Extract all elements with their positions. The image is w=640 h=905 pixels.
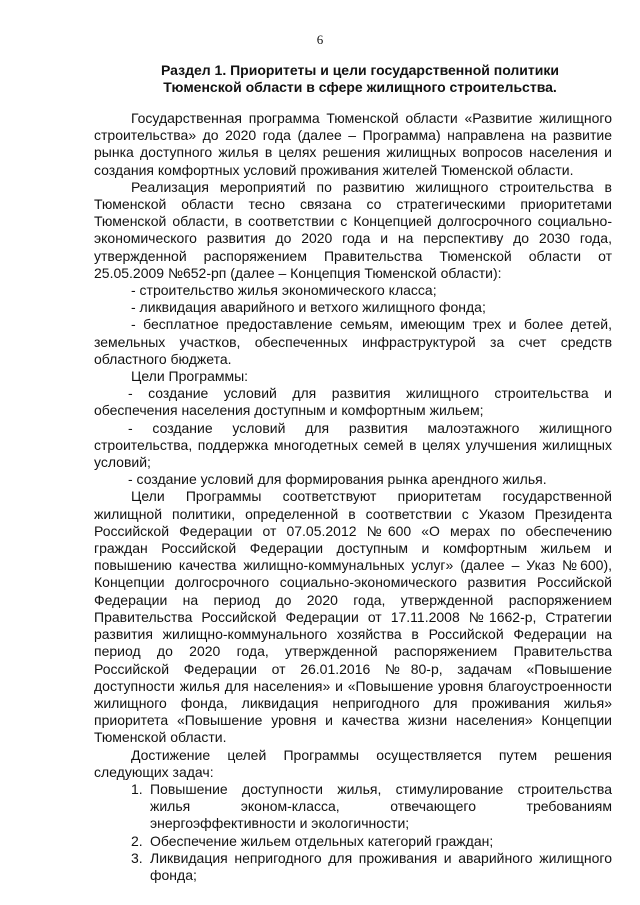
goal-item-3: - создание условий для формирования рынка арендного жилья.: [128, 471, 547, 488]
paragraph-concept: Реализация мероприятий по развитию жилищного строительства в Тюменской области тесно связана со стратегическими приоритетами Тюменской области, в соответствии с Концепцией долгосрочного социально-экономического развития до 2020 года и на перспективу до 2030 года, утвержденной распоряжением Правительства Тюменской области от 25.05.2009 №652-рп (далее – Концепция Тюменской области):: [94, 178, 612, 281]
paragraph-policy: Цели Программы соответствуют приоритетам государственной жилищной политики, определенной в соответствии с Указом Президента Российской Федерации от 07.05.2012 №600 «О мерах по обеспечению граждан Российской Федерации доступным и комфортным жильем и повышению качества жилищно-коммунальных услуг» (далее – Указ №600), Концепции долгосрочного социально-экономического развития Российской Федерации на период до 2020 года, утвержденной распоряжением Правительства Российской Федерации от 17.11.2008 №1662-р, Стратегии развития жилищно-коммунального хозяйства в Российской Федерации на период до 2020 года, утвержденной распоряжением Правительства Российской Федерации от 26.01.2016 №80-р, задачам «Повышение доступности жилья для населения» и «Повышение уровня благоустроенности жилищного фонда, ликвидация непригодного для проживания жилья» приоритета «Повышение уровня и качества жизни населения» Концепции Тюменской области.: [94, 488, 612, 746]
task-text: Ликвидация непригодного для проживания и аварийного жилищного фонда;: [150, 849, 612, 883]
priority-item-3: - бесплатное предоставление семьям, имеющим трех и более детей, земельных участков, обеспеченных инфраструктурой за счет средств областного бюджета.: [94, 316, 612, 367]
section-heading-line-1: Раздел 1. Приоритеты и цели государственной политики: [161, 62, 559, 78]
goals-title: Цели Программы:: [131, 368, 249, 385]
task-number: 1.: [131, 780, 143, 797]
task-item: [94, 850, 612, 884]
section-heading-line-2: Тюменской области в сфере жилищного строительства.: [163, 79, 557, 95]
priority-item-2: - ликвидация аварийного и ветхого жилищного фонда;: [131, 299, 486, 316]
task-item: [94, 781, 612, 833]
task-list: [94, 781, 612, 884]
task-text: Повышение доступности жилья, стимулирование строительства жилья эконом-класса, отвечающего требованиям энергоэффективности и экологичности;: [150, 780, 612, 832]
goal-item-2: - создание условий для развития малоэтажного жилищного строительства, поддержка многодетных семей в целях улучшения жилищных условий;: [94, 419, 612, 471]
priority-item-1: - строительство жилья экономического класса;: [131, 282, 437, 299]
task-item: [94, 833, 612, 850]
page-number: 6: [316, 32, 324, 47]
goal-item-1: - создание условий для развития жилищного строительства и обеспечения населения доступным и комфортным жильем;: [94, 385, 612, 419]
task-number: 3.: [131, 849, 143, 866]
document-body: [94, 110, 612, 884]
paragraph-intro: Государственная программа Тюменской области «Развитие жилищного строительства» до 2020 года (далее – Программа) направлена на развитие рынка доступного жилья в целях решения жилищных вопросов населения и создания комфортных условий проживания жителей Тюменской области.: [94, 110, 612, 178]
paragraph-tasks-intro: Достижение целей Программы осуществляется путем решения следующих задач:: [94, 746, 612, 780]
task-text: Обеспечение жильем отдельных категорий граждан;: [150, 832, 494, 849]
task-number: 2.: [131, 832, 143, 849]
